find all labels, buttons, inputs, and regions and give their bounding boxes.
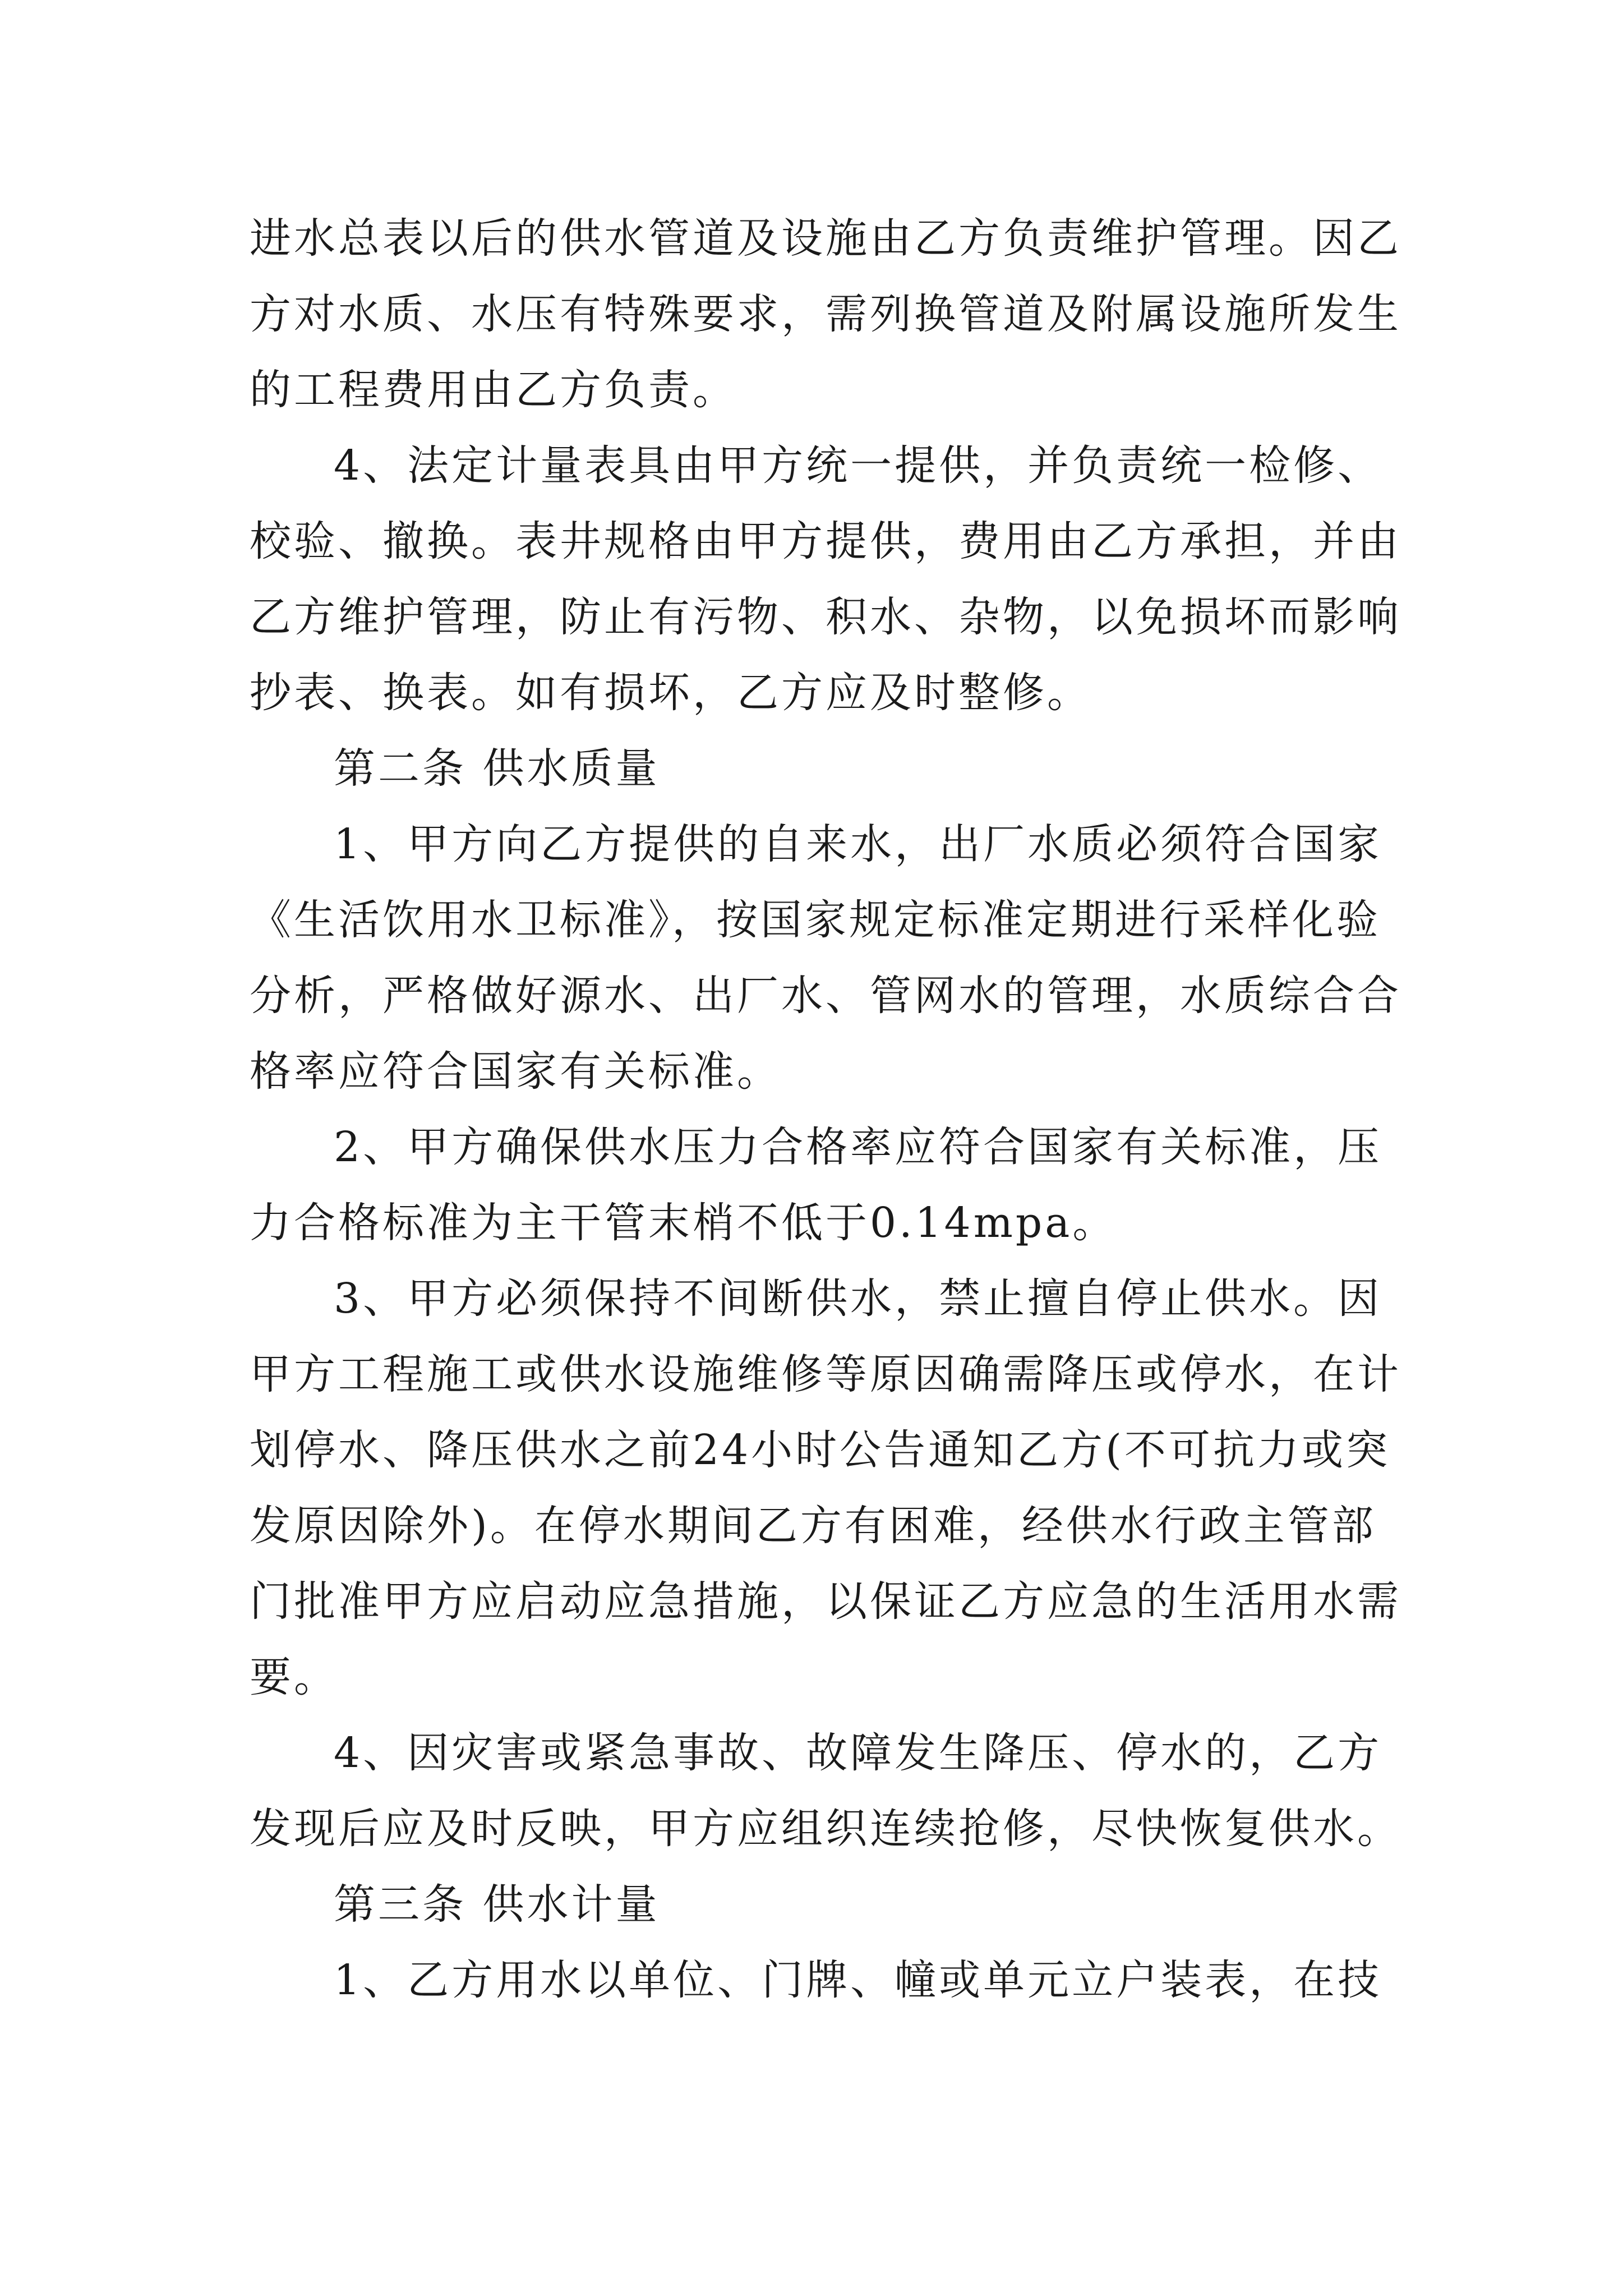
- text-line: 抄表、换表。如有损坏，乙方应及时整修。: [250, 669, 1091, 717]
- text-line: 的工程费用由乙方负责。: [250, 366, 737, 414]
- text-line: 1、乙方用水以单位、门牌、幢或单元立户装表，在技: [334, 1956, 1382, 2004]
- text-line: 划停水、降压供水之前24小时公告通知乙方(不可抗力或突: [250, 1426, 1391, 1474]
- text-line: 力合格标准为主干管末梢不低于0.14mpa。: [250, 1199, 1117, 1247]
- text-line: 分析，严格做好源水、出厂水、管网水的管理，水质综合合: [250, 972, 1401, 1020]
- section-heading: 第三条 供水计量: [334, 1880, 660, 1929]
- text-line: 发现后应及时反映，甲方应组织连续抢修，尽快恢复供水。: [250, 1805, 1401, 1853]
- text-line: 方对水质、水压有特殊要求，需列换管道及附属设施所发生: [250, 290, 1401, 338]
- text-line: 乙方维护管理，防止有污物、积水、杂物，以免损坏而影响: [250, 593, 1401, 641]
- text-line: 1、甲方向乙方提供的自来水，出厂水质必须符合国家: [334, 820, 1382, 868]
- text-line: 2、甲方确保供水压力合格率应符合国家有关标准，压: [334, 1123, 1382, 1171]
- text-line: 门批准甲方应启动应急措施，以保证乙方应急的生活用水需: [250, 1577, 1401, 1626]
- text-line: 甲方工程施工或供水设施维修等原因确需降压或停水，在计: [250, 1350, 1401, 1398]
- document-body: [250, 201, 1401, 2018]
- text-line: 《生活饮用水卫标准》，按国家规定标准定期进行采样化验: [250, 896, 1381, 944]
- text-line: 发原因除外)。在停水期间乙方有困难，经供水行政主管部: [250, 1502, 1376, 1550]
- text-line: 4、法定计量表具由甲方统一提供，并负责统一检修、: [334, 441, 1382, 490]
- text-line: 3、甲方必须保持不间断供水，禁止擅自停止供水。因: [334, 1274, 1382, 1323]
- section-heading: 第二条 供水质量: [334, 744, 660, 793]
- text-line: 要。: [250, 1653, 338, 1701]
- text-line: 4、因灾害或紧急事故、故障发生降压、停水的，乙方: [334, 1729, 1382, 1777]
- text-line: 校验、撤换。表井规格由甲方提供，费用由乙方承担，并由: [250, 517, 1401, 565]
- text-line: 进水总表以后的供水管道及设施由乙方负责维护管理。因乙: [250, 214, 1401, 263]
- text-line: 格率应符合国家有关标准。: [250, 1047, 781, 1096]
